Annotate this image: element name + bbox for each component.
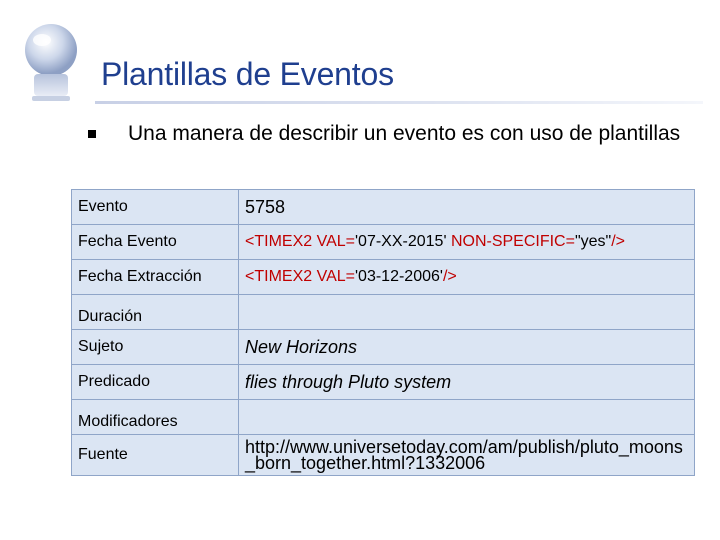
crystal-ball-logo xyxy=(20,20,82,104)
row-value-fecha-evento xyxy=(239,225,695,260)
table-row xyxy=(72,435,695,476)
row-label-duracion: Duración xyxy=(72,295,239,330)
row-label-fecha-extraccion: Fecha Extracción xyxy=(72,260,239,295)
bullet-text: Una manera de describir un evento es con uso de plantillas xyxy=(128,122,681,145)
table-row xyxy=(72,190,695,225)
table-row xyxy=(72,260,695,295)
slide-title: Plantillas de Eventos xyxy=(101,56,394,92)
nonspecific-value: "yes" xyxy=(574,233,612,250)
row-value-predicado: flies through Pluto system xyxy=(239,365,695,400)
timex-open-tag: <TIMEX2 VAL= xyxy=(245,233,355,250)
row-label-evento: Evento xyxy=(72,190,239,225)
timex-close-tag: /> xyxy=(442,268,457,285)
row-label-sujeto: Sujeto xyxy=(72,330,239,365)
table-row xyxy=(72,295,695,330)
table-row xyxy=(72,330,695,365)
quote-mark: ' xyxy=(354,233,359,250)
row-value-duracion xyxy=(239,295,695,330)
row-value-sujeto: New Horizons xyxy=(239,330,695,365)
timex-val: 03-12-2006 xyxy=(358,268,440,285)
equals-sign: = xyxy=(565,233,575,250)
timex-close-tag: /> xyxy=(611,233,626,250)
nonspecific-attr: NON-SPECIFIC xyxy=(450,233,566,250)
row-label-fecha-evento: Fecha Evento xyxy=(72,225,239,260)
row-label-modificadores: Modificadores xyxy=(72,400,239,435)
row-value-modificadores xyxy=(239,400,695,435)
timex-open-tag: <TIMEX2 VAL= xyxy=(245,268,355,285)
title-underline xyxy=(95,101,703,104)
table-row xyxy=(72,400,695,435)
row-value-fecha-extraccion xyxy=(239,260,695,295)
row-value-fuente: http://www.universetoday.com/am/publish/pluto_moons_born_together.html?1332006 xyxy=(239,435,695,476)
timex-val: 07-XX-2015 xyxy=(358,233,444,250)
table-row xyxy=(72,225,695,260)
row-label-predicado: Predicado xyxy=(72,365,239,400)
event-template-table xyxy=(71,189,695,476)
quote-mark: ' xyxy=(443,233,451,250)
quote-mark: ' xyxy=(439,268,443,285)
row-label-fuente: Fuente xyxy=(72,435,239,476)
table-row xyxy=(72,365,695,400)
square-bullet-icon xyxy=(88,130,96,138)
row-value-evento: 5758 xyxy=(239,190,695,225)
quote-mark: ' xyxy=(354,268,359,285)
